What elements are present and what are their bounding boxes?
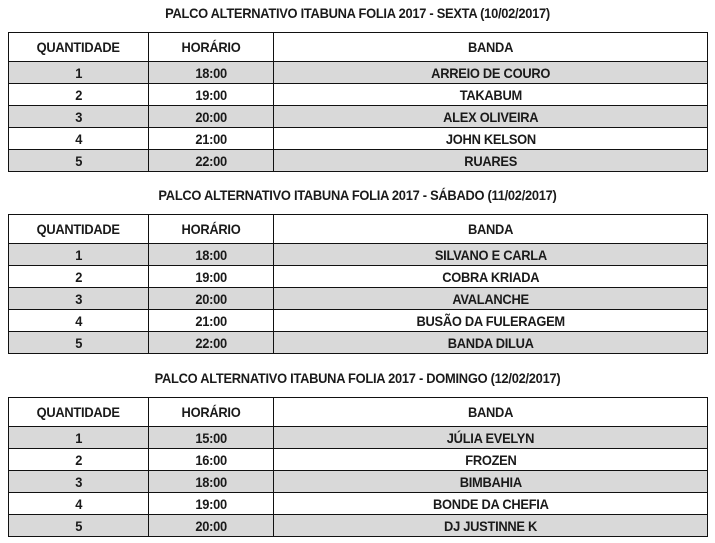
cell-horario: 16:00 [149,449,274,471]
schedule-title-sexta: PALCO ALTERNATIVO ITABUNA FOLIA 2017 - SEXTA (10/02/2017) [165,5,550,21]
table-row [9,427,708,449]
table-row [9,106,708,128]
table-header-row [9,215,708,244]
cell-quantidade: 5 [9,515,149,537]
column-header-quantidade: QUANTIDADE [9,33,149,62]
column-header-banda: BANDA [274,33,708,62]
cell-banda: SILVANO E CARLA [274,244,708,266]
cell-horario: 22:00 [149,150,274,172]
column-header-banda: BANDA [274,398,708,427]
cell-quantidade: 2 [9,266,149,288]
cell-horario: 18:00 [149,62,274,84]
cell-banda: JÚLIA EVELYN [274,427,708,449]
table-row [9,84,708,106]
table-row [9,128,708,150]
column-header-quantidade: QUANTIDADE [9,398,149,427]
column-header-quantidade: QUANTIDADE [9,215,149,244]
cell-horario: 18:00 [149,244,274,266]
cell-horario: 21:00 [149,310,274,332]
cell-quantidade: 4 [9,493,149,515]
schedule-table-sabado [8,214,708,354]
table-row [9,150,708,172]
table-row [9,332,708,354]
cell-quantidade: 1 [9,427,149,449]
table-row [9,493,708,515]
schedule-title-sabado: PALCO ALTERNATIVO ITABUNA FOLIA 2017 - SÁBADO (11/02/2017) [158,187,557,203]
cell-quantidade: 5 [9,150,149,172]
cell-quantidade: 1 [9,244,149,266]
cell-quantidade: 2 [9,449,149,471]
cell-quantidade: 3 [9,106,149,128]
cell-banda: ARREIO DE COURO [274,62,708,84]
schedule-table-domingo [8,397,708,537]
cell-banda: RUARES [274,150,708,172]
cell-horario: 19:00 [149,266,274,288]
table-row [9,449,708,471]
cell-horario: 19:00 [149,493,274,515]
cell-banda: ALEX OLIVEIRA [274,106,708,128]
schedule-table-sexta [8,32,708,172]
cell-quantidade: 2 [9,84,149,106]
cell-quantidade: 3 [9,471,149,493]
column-header-banda: BANDA [274,215,708,244]
column-header-horario: HORÁRIO [149,398,274,427]
table-row [9,62,708,84]
cell-banda: BANDA DILUA [274,332,708,354]
table-row [9,244,708,266]
cell-horario: 19:00 [149,84,274,106]
cell-horario: 18:00 [149,471,274,493]
cell-quantidade: 4 [9,310,149,332]
column-header-horario: HORÁRIO [149,215,274,244]
cell-banda: BONDE DA CHEFIA [274,493,708,515]
cell-banda: AVALANCHE [274,288,708,310]
table-header-row [9,398,708,427]
cell-quantidade: 5 [9,332,149,354]
cell-banda: BUSÃO DA FULERAGEM [274,310,708,332]
cell-banda: JOHN KELSON [274,128,708,150]
cell-horario: 20:00 [149,106,274,128]
cell-horario: 20:00 [149,515,274,537]
cell-banda: FROZEN [274,449,708,471]
cell-quantidade: 4 [9,128,149,150]
cell-horario: 20:00 [149,288,274,310]
table-row [9,471,708,493]
table-row [9,266,708,288]
column-header-horario: HORÁRIO [149,33,274,62]
table-row [9,515,708,537]
table-row [9,310,708,332]
cell-horario: 15:00 [149,427,274,449]
cell-banda: BIMBAHIA [274,471,708,493]
cell-quantidade: 3 [9,288,149,310]
table-row [9,288,708,310]
cell-quantidade: 1 [9,62,149,84]
cell-banda: COBRA KRIADA [274,266,708,288]
table-header-row [9,33,708,62]
cell-banda: DJ JUSTINNE K [274,515,708,537]
cell-horario: 22:00 [149,332,274,354]
cell-banda: TAKABUM [274,84,708,106]
schedule-title-domingo: PALCO ALTERNATIVO ITABUNA FOLIA 2017 - DOMINGO (12/02/2017) [154,370,561,386]
cell-horario: 21:00 [149,128,274,150]
